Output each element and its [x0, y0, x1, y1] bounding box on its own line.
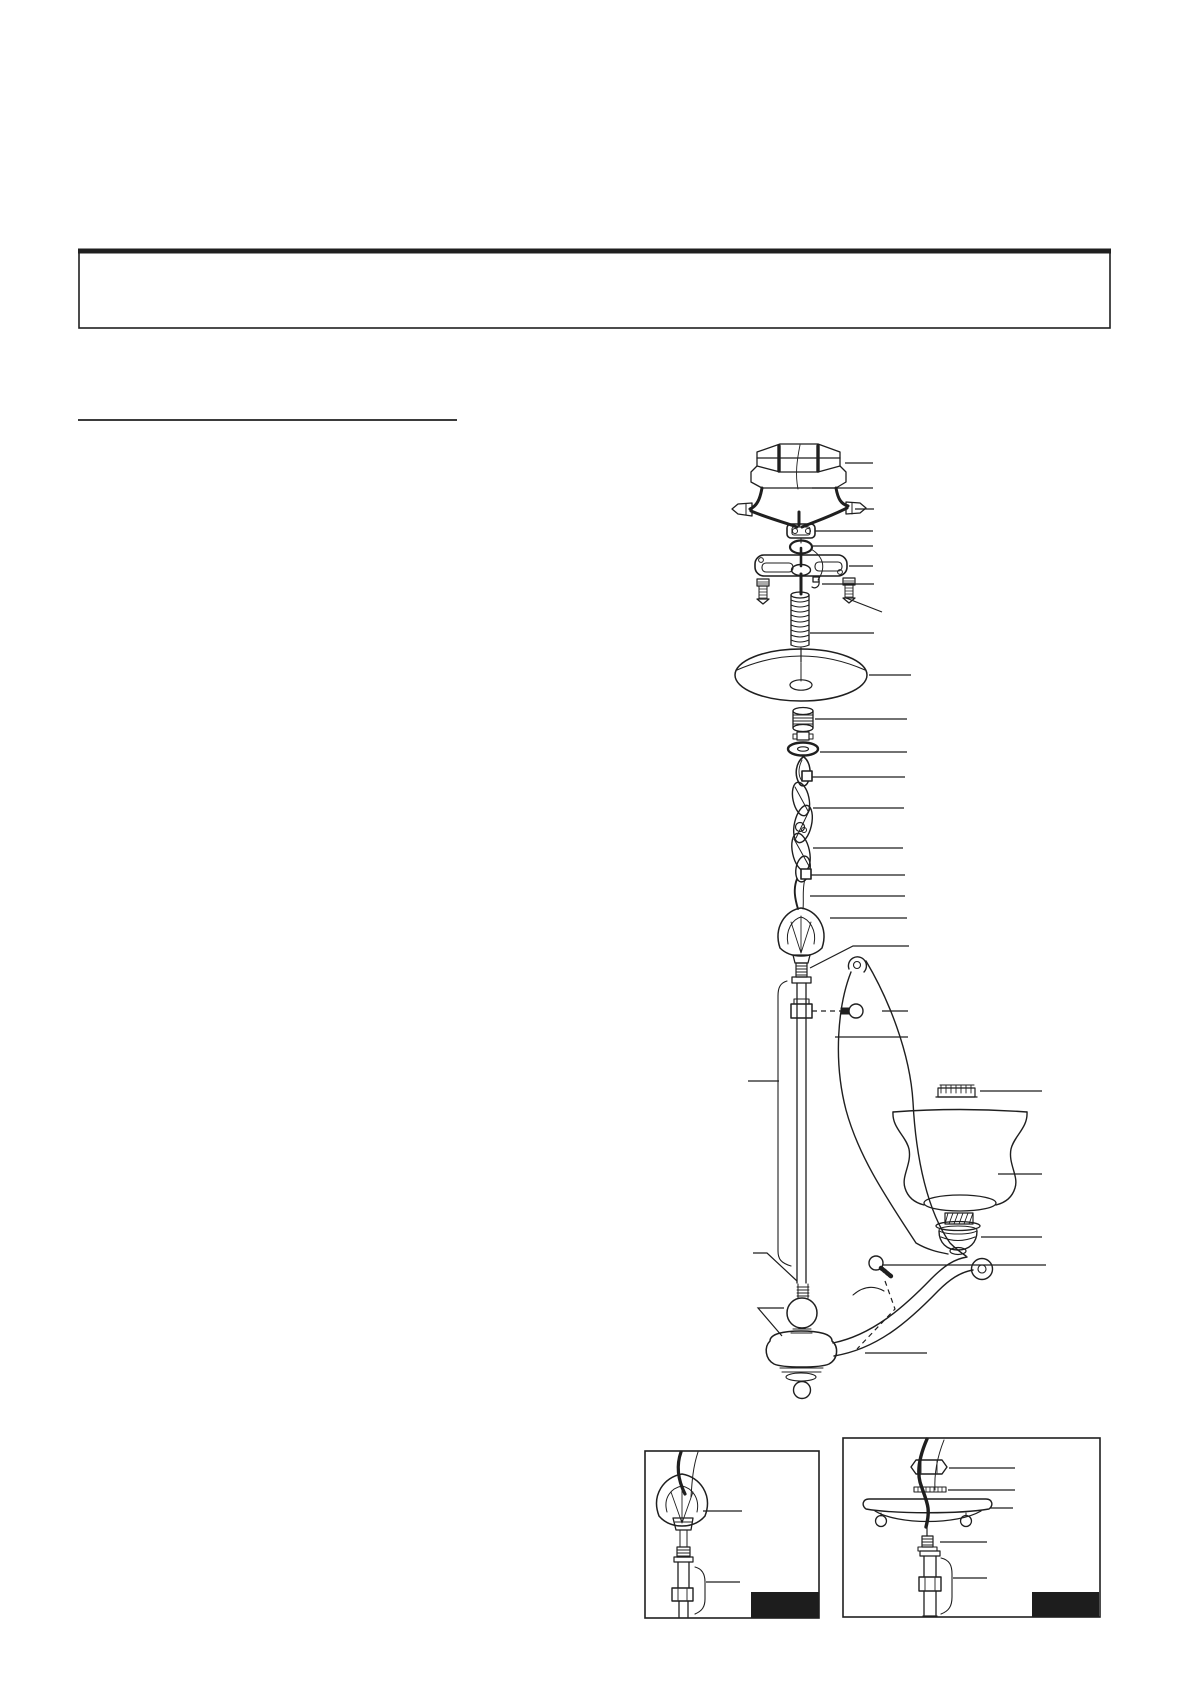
- callout-ball-and-body: [758, 1308, 784, 1336]
- socket-ring-drawing: [936, 1085, 977, 1097]
- glass-shade-drawing: [893, 1110, 1027, 1212]
- cord-drawing: [795, 879, 798, 909]
- finial-ball-drawing: [794, 1382, 811, 1399]
- inset-finial-content: [657, 1452, 708, 1617]
- upper-arm-drawing: [838, 957, 966, 1256]
- center-column-drawing: [766, 983, 836, 1399]
- socket-drawing: [936, 1213, 980, 1255]
- column-bracket: [778, 981, 791, 1266]
- mounting-screw-left-icon: [757, 579, 769, 604]
- outlet-box-drawing: [732, 444, 866, 527]
- chain-drawing: [789, 781, 816, 883]
- hook-drawing: [796, 757, 812, 786]
- inset-finial-detail-redaction-bar: [751, 1592, 819, 1618]
- inset-bobeche-detail-redaction-bar: [1032, 1592, 1099, 1617]
- cord-connector-drawing: [801, 869, 811, 879]
- leader-layer: [703, 463, 1046, 1582]
- callout-column-thread: [753, 1253, 797, 1281]
- lower-arm-drawing: [833, 1257, 993, 1356]
- finial-drawing: [778, 908, 824, 963]
- thumbscrew-drawing: [841, 1004, 863, 1018]
- loop-washer-drawing: [788, 743, 818, 756]
- inset-bobeche-detail-border: [843, 1438, 1100, 1617]
- hex-nut-drawing: [911, 1460, 947, 1474]
- arm-screw-drawing: [853, 1256, 892, 1295]
- nipple-coil-drawing: [791, 592, 809, 662]
- callout-mounting-screw: [846, 598, 882, 612]
- inset-bobeche-content: [863, 1439, 992, 1616]
- threaded-stem-drawing: [792, 963, 811, 983]
- outlet-box-screw-right-icon: [846, 502, 866, 514]
- callout-arm-screw-dash: [857, 1281, 895, 1349]
- ground-screw-drawing: [812, 577, 819, 588]
- washer-drawing: [914, 1487, 946, 1492]
- notice-box: [79, 251, 1110, 328]
- collar-drawing: [793, 708, 813, 741]
- frame-layer: [78, 251, 1111, 1618]
